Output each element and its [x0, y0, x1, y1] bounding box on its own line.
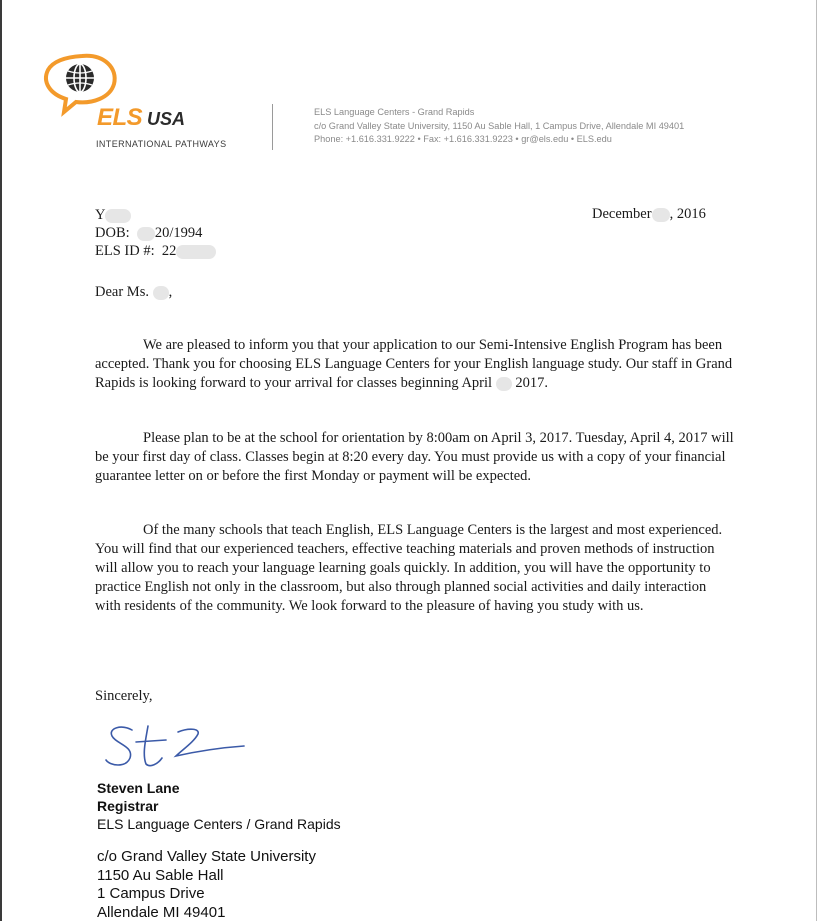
signer-org: ELS Language Centers / Grand Rapids: [97, 815, 341, 833]
recipient-name: Y: [95, 206, 216, 224]
address-line: 1 Campus Drive: [97, 885, 316, 904]
letter-date: December , 2016: [592, 206, 706, 223]
body-paragraph-3: Of the many schools that teach English, ELS Language Centers is the largest and most experienced. You will find that our experienced teachers, effective teaching materials and proven methods of instruction will allow you to reach your language learning goals quickly. In addition, you will have the opportunity to practice English not only in the classroom, but also through planned social activities and daily interaction with residents of the community. We look forward to the pleasure of having you study with us.: [95, 521, 735, 616]
page-edge-left: [0, 0, 2, 921]
redaction-mark: [176, 245, 216, 259]
letterhead-divider: [272, 104, 273, 150]
recipient-dob: DOB: 20/1994: [95, 224, 216, 242]
letterhead-contact-block: [314, 106, 684, 147]
center-address: c/o Grand Valley State University, 1150 Au Sable Hall, 1 Campus Drive, Allendale MI 49401: [314, 120, 684, 134]
body-paragraph-1: We are pleased to inform you that your application to our Semi-Intensive English Program has been accepted. Thank you for choosing ELS Language Centers for your English language study. Our staff in Grand Rapids is looking forward to your arrival for classes beginning April 2017.: [95, 336, 735, 393]
center-contact: Phone: +1.616.331.9222 • Fax: +1.616.331.9223 • gr@els.edu • ELS.edu: [314, 133, 684, 147]
signer-block: [97, 779, 341, 833]
redaction-mark: [137, 227, 155, 241]
redaction-mark: [153, 286, 169, 300]
redaction-mark: [105, 209, 131, 223]
logo-tagline: INTERNATIONAL PATHWAYS: [96, 139, 226, 149]
salutation: Dear Ms. ,: [95, 284, 172, 301]
recipient-block: [95, 206, 216, 260]
body-paragraph-2: Please plan to be at the school for orientation by 8:00am on April 3, 2017. Tuesday, April 4, 2017 will be your first day of class. Classes begin at 8:20 every day. You must provide us with a copy of your financial guarantee letter on or before the first Monday or payment will be expected.: [95, 429, 735, 486]
center-name: ELS Language Centers - Grand Rapids: [314, 106, 684, 120]
logo-brand-suffix: USA: [147, 109, 185, 130]
els-logo: [40, 50, 240, 150]
redaction-mark: [652, 208, 670, 222]
handwritten-signature: [104, 718, 254, 778]
signer-title: Registrar: [97, 797, 341, 815]
address-line: 1150 Au Sable Hall: [97, 867, 316, 886]
logo-brand: ELS: [97, 104, 142, 132]
closing: Sincerely,: [95, 688, 152, 705]
address-line: Allendale MI 49401: [97, 904, 316, 922]
recipient-els-id: ELS ID #: 22: [95, 242, 216, 260]
signer-name: Steven Lane: [97, 779, 341, 797]
mailing-address: [97, 848, 316, 922]
redaction-mark: [496, 377, 512, 391]
address-line: c/o Grand Valley State University: [97, 848, 316, 867]
